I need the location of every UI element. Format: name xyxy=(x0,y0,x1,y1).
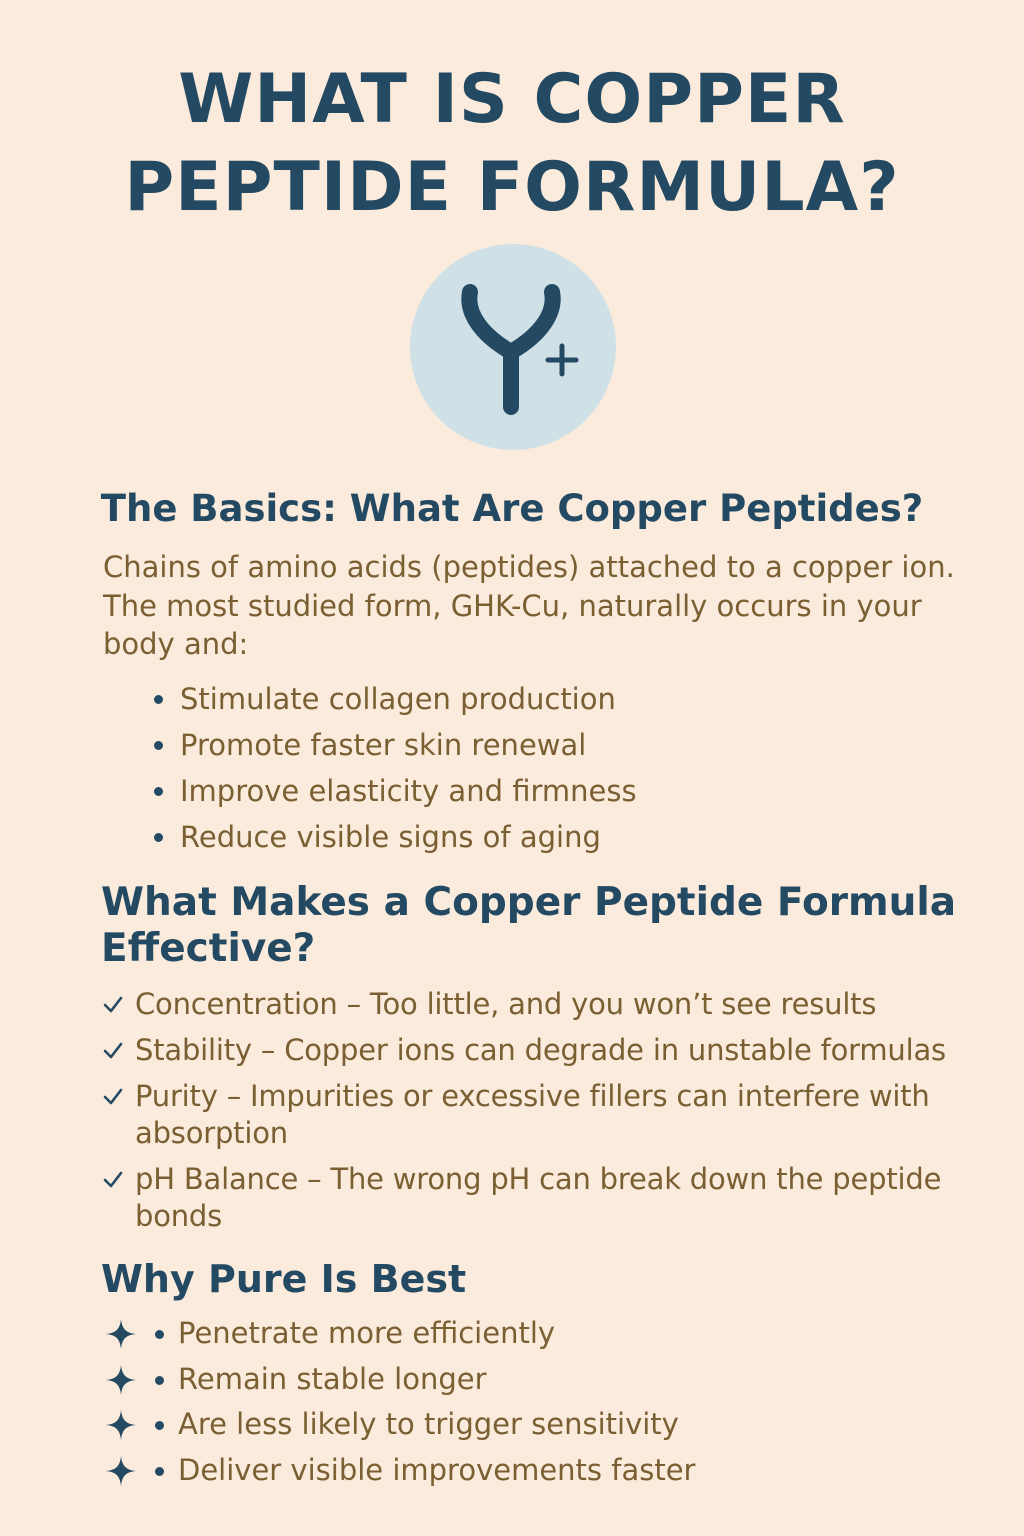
checklist-item xyxy=(100,1078,1000,1152)
effective-heading: What Makes a Copper Peptide Formula Effective? xyxy=(101,880,957,971)
bullet-dot-icon xyxy=(155,1421,164,1430)
basics-paragraph: Chains of amino acids (peptides) attached to a copper ion. The most studied form, GHK-Cu, naturally occurs in your body and: xyxy=(103,550,955,661)
checklist-item xyxy=(100,1161,1000,1235)
bullet-dot-icon xyxy=(154,833,163,842)
sparkle-icon xyxy=(104,1408,138,1442)
list-item-text: Improve elasticity and firmness xyxy=(180,774,637,808)
effective-checklist xyxy=(100,986,1000,1244)
bullet-dot-icon xyxy=(154,695,163,704)
list-item xyxy=(104,1448,695,1494)
list-item-text: Are less likely to trigger sensitivity xyxy=(178,1407,679,1441)
list-item-text: Penetrate more efficiently xyxy=(178,1316,556,1350)
checklist-item-text: Purity – Impurities or excessive fillers can interfere with absorption xyxy=(135,1079,930,1150)
checkmark-icon xyxy=(102,995,124,1015)
checklist-item xyxy=(100,986,1000,1023)
list-item xyxy=(104,1357,695,1403)
peptide-y-plus-icon xyxy=(410,244,616,450)
checklist-item-text: Stability – Copper ions can degrade in unstable formulas xyxy=(135,1033,946,1067)
list-item-text: Stimulate collagen production xyxy=(180,682,616,716)
list-item-text: Deliver visible improvements faster xyxy=(178,1452,696,1487)
sparkle-icon xyxy=(104,1454,138,1488)
page-title-line-1: WHAT IS COPPER xyxy=(178,60,846,139)
bullet-dot-icon xyxy=(155,1376,164,1385)
list-item xyxy=(150,722,637,768)
page-title xyxy=(0,56,1024,232)
list-item xyxy=(104,1311,695,1357)
pure-benefit-list xyxy=(104,1311,695,1493)
checklist-item-text: Concentration – Too little, and you won’t see results xyxy=(135,987,877,1021)
sparkle-icon xyxy=(104,1363,138,1397)
page-title-line-2: PEPTIDE FORMULA? xyxy=(124,148,900,227)
checkmark-icon xyxy=(102,1170,124,1190)
list-item xyxy=(150,768,637,814)
bullet-dot-icon xyxy=(155,1330,164,1339)
bullet-dot-icon xyxy=(155,1467,164,1476)
basics-heading: The Basics: What Are Copper Peptides? xyxy=(100,487,924,530)
checkmark-icon xyxy=(102,1041,124,1061)
list-item xyxy=(150,676,637,722)
checklist-item-text: pH Balance – The wrong pH can break down the peptide bonds xyxy=(135,1162,942,1233)
bullet-dot-icon xyxy=(154,787,163,796)
list-item xyxy=(104,1402,695,1448)
checkmark-icon xyxy=(102,1087,124,1107)
basics-bullet-list xyxy=(150,676,637,860)
list-item-text: Promote faster skin renewal xyxy=(180,728,587,762)
list-item xyxy=(150,814,637,860)
sparkle-icon xyxy=(104,1317,138,1351)
pure-heading: Why Pure Is Best xyxy=(101,1257,467,1301)
bullet-dot-icon xyxy=(154,741,163,750)
list-item-text: Remain stable longer xyxy=(178,1361,487,1396)
checklist-item xyxy=(100,1032,1000,1069)
peptide-logo xyxy=(410,244,616,450)
list-item-text: Reduce visible signs of aging xyxy=(180,820,601,854)
